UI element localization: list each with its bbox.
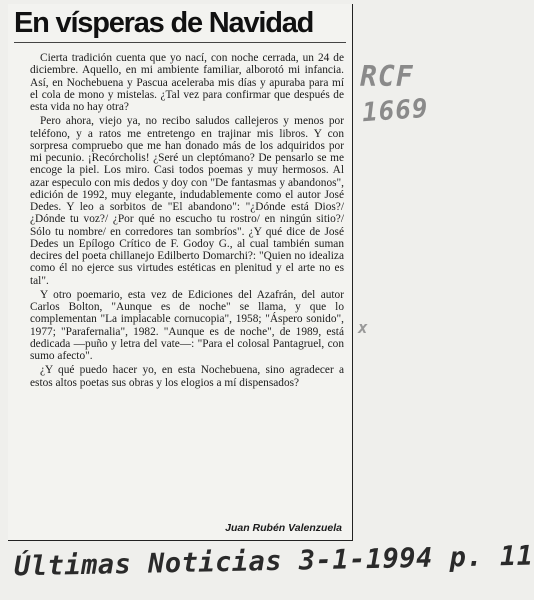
paragraph-1: Cierta tradición cuenta que yo nací, con noche cerrada, un 24 de diciembre. Aquello, en mi ambiente familiar, alborotó mi infancia. Así, en Nochebuena y Pascua aceleraba mis días y apuraba para mí el cola de mono y mistelas. ¿Tal vez para confirmar que después de esta vida no hay otra? (30, 52, 344, 113)
paragraph-2: Pero ahora, viejo ya, no recibo saludos callejeros y menos por teléfono, y a ratos me entretengo en trajinar mis libros. Y con sorpresa compruebo que me han donado más de los adquiridos por mi pecunio. ¡Recórcholis! ¿Seré un cleptómano? De pensarlo se me encoge la piel. Los miro. Casi todos poemas y muy hermosos. Al azar especulo con mis dedos y doy con "De fantasmas y abandonos", edición de 1992, muy elegante, indudablemente como el autor José Dedes. Y leo a sorbitos de "El abandono": "¿Dónde está Dios?/ ¿Dónde tu voz?/ ¿Por qué no escucho tu rostro/ en ningún sitio?/ Sólo tu nombre/ en corredores tan sombríos". ¿Y qué dice de José Dedes un Epílogo Crítico de F. Godoy G., al cual también suman decires del poeta chillanejo Edilberto Domarchi?: "Quien no idealiza como él no ejerce sus virtudes estéticas en plenitud y el arte no es tal". (30, 115, 344, 287)
newspaper-clipping (8, 4, 353, 541)
article-body (30, 52, 344, 389)
paragraph-3: Y otro poemario, esta vez de Ediciones del Azafrán, del autor Carlos Bolton, "Aunque es de noche" se llama, y que lo complementan "La implacable cornucopia", 1958; "Áspero sonido", 1977; "Parafernalia", 1982. "Aunque es de noche", de 1989, está dedicada —puño y letra del vate—: "Para el colosal Pantagruel, con sumo afecto". (30, 288, 344, 362)
article-title: En vísperas de Navidad (14, 7, 314, 39)
margin-mark-handwriting: x (358, 318, 369, 337)
source-note-handwriting: Últimas Noticias 3-1-1994 p. 11 (13, 540, 534, 583)
author-byline: Juan Rubén Valenzuela (225, 522, 342, 534)
archive-code-handwriting: RCF (360, 60, 414, 93)
title-rule (14, 42, 346, 43)
archive-number-handwriting: 1669 (361, 93, 430, 129)
paragraph-4: ¿Y qué puedo hacer yo, en esta Nochebuena, sino agradecer a estos altos poetas sus obras y los elogios a mí dispensados? (30, 364, 344, 389)
